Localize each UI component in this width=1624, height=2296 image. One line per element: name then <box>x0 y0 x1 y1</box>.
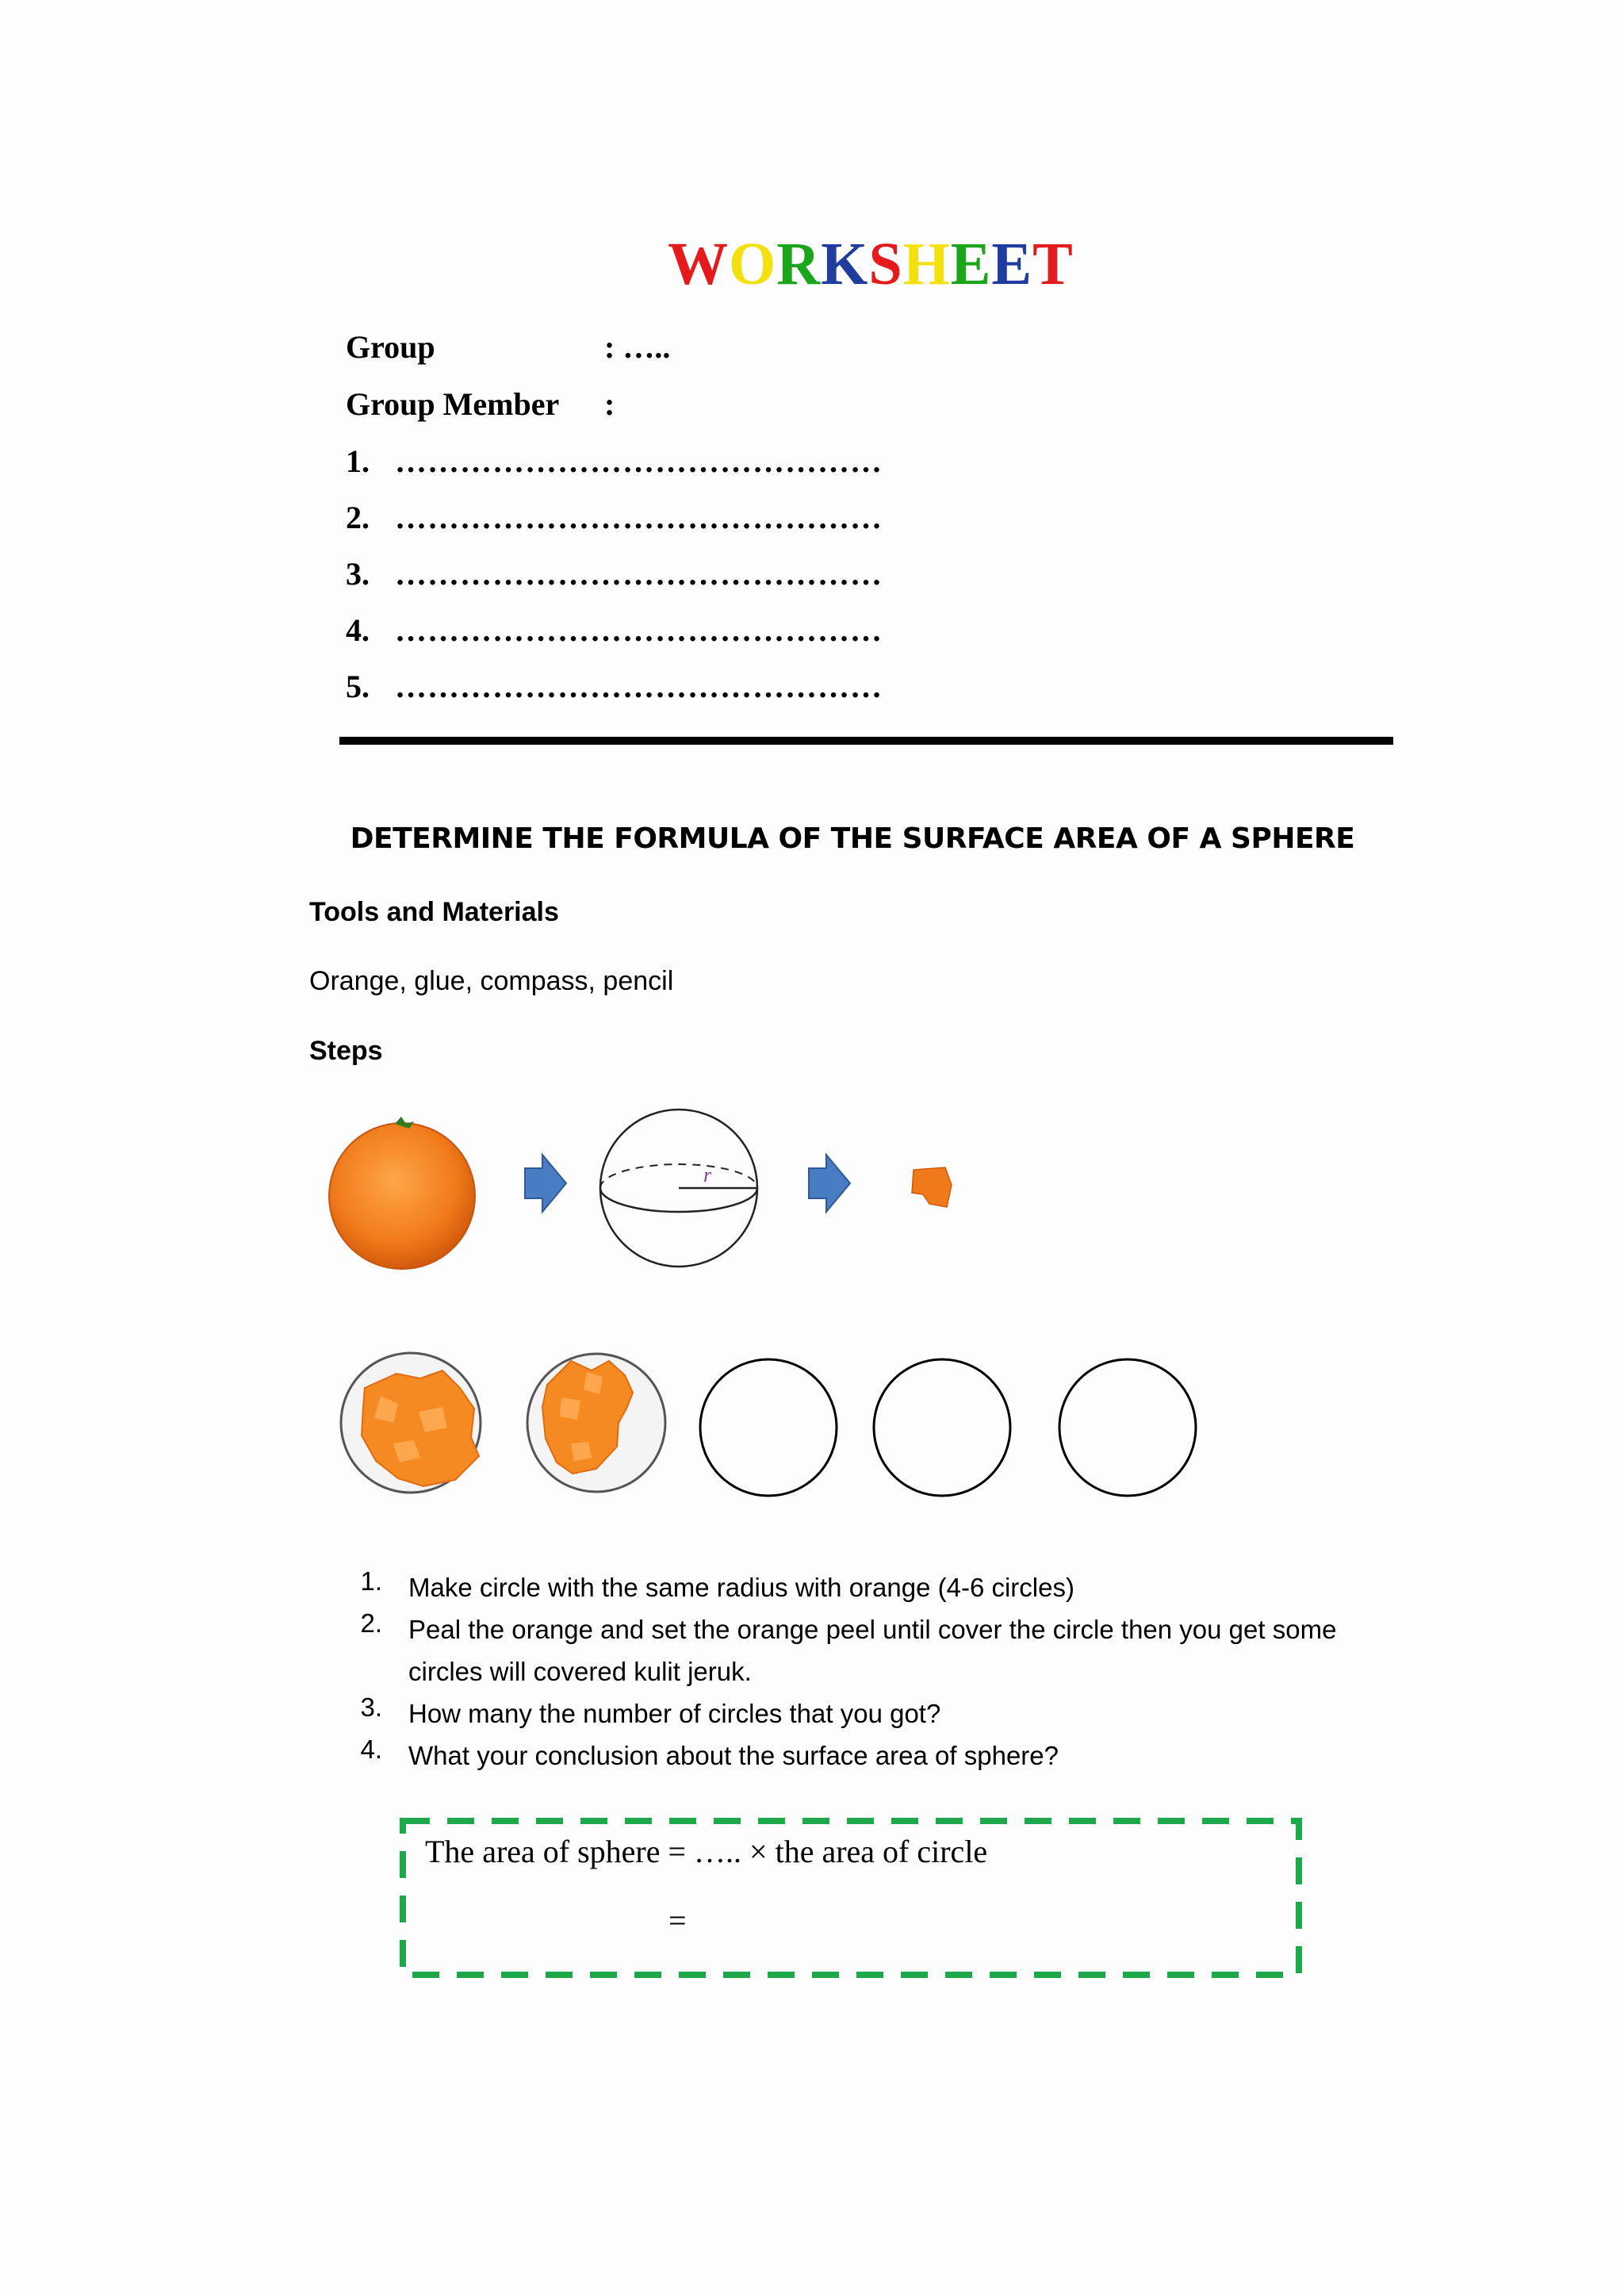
arrow-right-icon <box>525 1155 566 1212</box>
orange-image <box>329 1117 475 1269</box>
title-letter: R <box>776 231 822 297</box>
member-blank[interactable]: ……………………………………… <box>395 556 883 592</box>
member-number: 1. <box>346 443 370 479</box>
member-blank[interactable]: ……………………………………… <box>395 443 883 479</box>
member-blank[interactable]: ……………………………………… <box>395 612 883 648</box>
title-letter: K <box>821 231 869 297</box>
title-letter: O <box>729 231 777 297</box>
member-blank[interactable]: ……………………………………… <box>395 669 883 704</box>
title-letter: E <box>950 231 992 297</box>
step-number: 4. <box>360 1734 382 1764</box>
radius-label: r <box>703 1163 712 1186</box>
sphere-diagram <box>600 1110 757 1267</box>
member-blank[interactable]: ……………………………………… <box>395 500 883 535</box>
step-number: 1. <box>360 1566 382 1596</box>
step-text: Make circle with the same radius with orange (4-6 circles) <box>408 1573 1074 1602</box>
step-text: Peal the orange and set the orange peel until cover the circle then you get some <box>408 1615 1337 1644</box>
title-letter: W <box>668 231 730 297</box>
empty-circle <box>1059 1359 1196 1496</box>
title-letter: E <box>991 231 1033 297</box>
title-letter: T <box>1032 231 1074 297</box>
title-letter: S <box>868 231 903 297</box>
step-text: How many the number of circles that you got? <box>408 1699 941 1728</box>
title-letter: H <box>902 231 951 297</box>
step-number: 3. <box>360 1692 382 1722</box>
step-text: circles will covered kulit jeruk. <box>408 1657 752 1686</box>
activity-heading: DETERMINE THE FORMULA OF THE SURFACE AREA OF A SPHERE <box>350 822 1355 855</box>
conclusion-line1: The area of sphere = ….. × the area of circle <box>425 1834 988 1869</box>
orange-peel-piece <box>912 1167 952 1207</box>
step-text: What your conclusion about the surface area of sphere? <box>408 1741 1059 1770</box>
group-member-colon: : <box>604 386 615 422</box>
arrow-right-icon <box>809 1155 850 1212</box>
section-divider <box>339 737 1393 745</box>
tools-text: Orange, glue, compass, pencil <box>309 966 674 996</box>
step-number: 2. <box>360 1608 382 1638</box>
group-label: Group <box>346 329 435 365</box>
page-title <box>0 230 1624 299</box>
conclusion-line2[interactable]: = <box>668 1903 687 1938</box>
member-number: 4. <box>346 612 370 648</box>
member-number: 2. <box>346 500 370 535</box>
member-number: 3. <box>346 556 370 592</box>
group-member-label: Group Member <box>346 386 560 422</box>
empty-circle <box>874 1359 1010 1496</box>
steps-heading: Steps <box>309 1036 383 1066</box>
steps-diagram-row1 <box>317 1106 999 1297</box>
group-value[interactable]: : ….. <box>604 329 671 365</box>
peel-covered-circle <box>341 1353 481 1493</box>
steps-diagram-row2 <box>317 1340 1221 1499</box>
tools-heading: Tools and Materials <box>309 897 559 927</box>
member-number: 5. <box>346 669 370 704</box>
empty-circle <box>700 1359 837 1496</box>
peel-covered-circle <box>527 1354 665 1492</box>
